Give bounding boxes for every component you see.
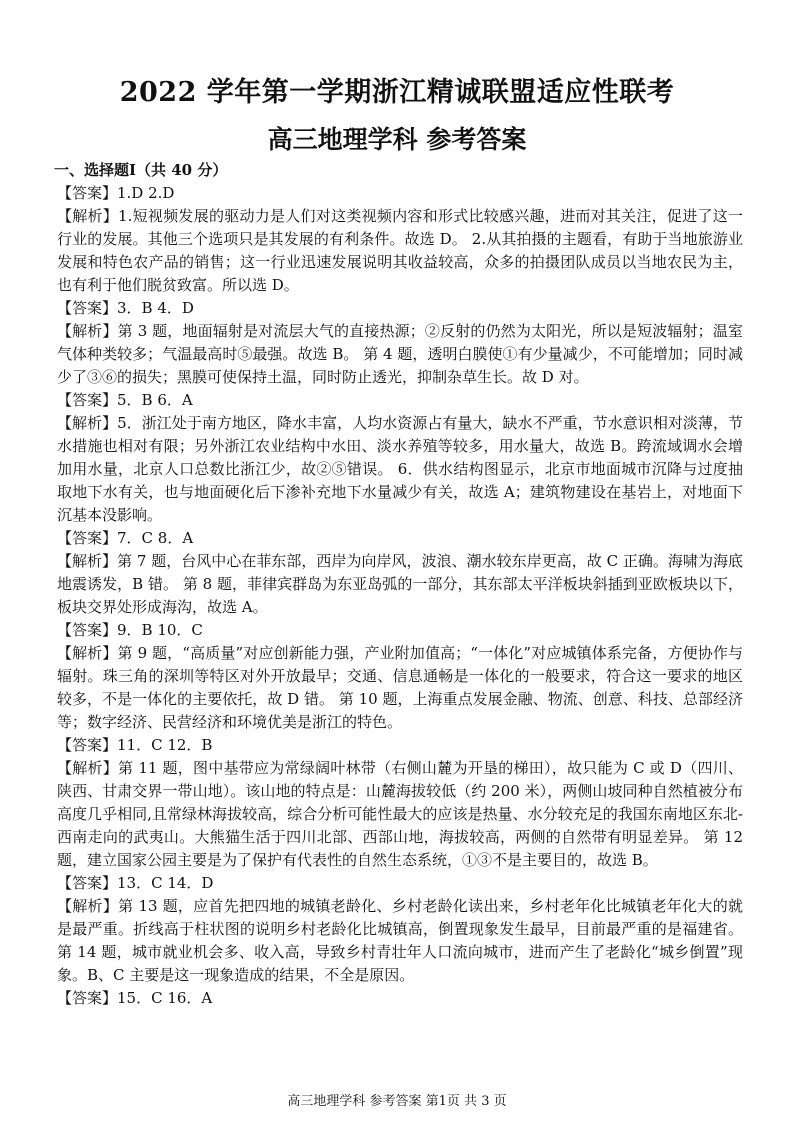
explanation: 【解析】第 13 题，应首先把四地的城镇老龄化、乡村老龄化读出来，乡村老年化比城镇老年化大的就是最严重。折线高于柱状图的说明乡村老龄化比城镇高，倒置现象发生最早，目前最严重的是福建省。第 14 题，城市就业机会多、收入高，导致乡村青壮年人口流向城市，进而产生了老龄化“城乡倒置”现象。B、C 主要是这一现象造成的结果，不全是原因。 xyxy=(57,897,743,984)
section-title: 一、选择题Ⅰ（共 40 分） xyxy=(54,161,228,179)
page-title: 2022 学年第一学期浙江精诚联盟适应性联考 xyxy=(119,77,675,108)
page-subtitle: 高三地理学科 参考答案 xyxy=(267,125,527,154)
answer-line: 【答案】13．C 14．D xyxy=(57,874,214,892)
explanation: 【解析】1.短视频发展的驱动力是人们对这类视频内容和形式比较感兴趣，进而对其关注，促进了这一行业的发展。其他三个选项只是其发展的有利条件。故选 D。 2.从其拍摄的主题看，有助于当地旅游业发展和特色农产品的销售；这一行业迅速发展说明其收益较高，众多的拍摄团队成员以当地农民为主，也有利于他们脱贫致富。所以选 D。 xyxy=(57,207,743,294)
explanation: 【解析】第 3 题，地面辐射是对流层大气的直接热源；②反射的仍然为太阳光，所以是短波辐射；温室气体种类较多；气温最高时⑤最强。故选 B。 第 4 题，透明白膜使①有少量减少，不可能增加；同时减少了③⑥的损失；黑膜可使保持土温，同时防止透光，抑制杂草生长。故 D 对。 xyxy=(57,322,743,386)
page-footer: 高三地理学科 参考答案 第1页 共 3 页 xyxy=(287,1094,507,1109)
explanation: 【解析】5．浙江处于南方地区，降水丰富，人均水资源占有量大，缺水不严重，节水意识相对淡薄，节水措施也相对有限；另外浙江农业结构中水田、淡水养殖等较多，用水量大，故选 B。跨流域调水会增加用水量，北京人口总数比浙江少，故②⑤错误。 6．供水结构图显示，北京市地面城市沉降与过度抽取地下水有关，也与地面硬化后下渗补充地下水量减少有关，故选 A；建筑物建设在基岩上，对地面下沉基本没影响。 xyxy=(57,414,743,524)
explanation: 【解析】第 9 题，“高质量”对应创新能力强，产业附加值高；“一体化”对应城镇体系完备，方便协作与辐射。珠三角的深圳等特区对外开放最早；交通、信息通畅是一体化的一般要求，符合这一要求的地区较多，不是一体化的主要依托，故 D 错。 第 10 题，上海重点发展金融、物流、创意、科技、总部经济等；数字经济、民营经济和环境优美是浙江的特色。 xyxy=(57,644,743,731)
answer-line: 【答案】5．B 6．A xyxy=(57,391,193,409)
explanation: 【解析】第 11 题，图中基带应为常绿阔叶林带（右侧山麓为开垦的梯田），故只能为 C 或 D（四川、陕西、甘肃交界一带山地）。该山地的特点是：山麓海拔较低（约 200 米），两侧山坡同种自然植被分布高度几乎相同,且常绿林海拔较高，综合分析可能性最大的应该是热量、水分较充足的我国东南地区东北-西南走向的武夷山。大熊猫生活于四川北部、西部山地，海拔较高，两侧的自然带有明显差异。 第 12 题，建立国家公园主要是为了保护有代表性的自然生态系统，①③不是主要目的，故选 B。 xyxy=(57,759,743,869)
answer-line: 【答案】11．C 12．B xyxy=(57,736,213,754)
answer-body xyxy=(54,157,743,1010)
answer-line: 【答案】1.D 2.D xyxy=(57,184,175,202)
answer-line: 【答案】7．C 8．A xyxy=(57,529,194,547)
answer-line: 【答案】3．B 4．D xyxy=(57,299,194,317)
answer-line: 【答案】9．B 10．C xyxy=(57,621,203,639)
answer-line: 【答案】15．C 16．A xyxy=(57,989,213,1007)
explanation: 【解析】第 7 题，台风中心在菲东部，西岸为向岸风，波浪、潮水较东岸更高，故 C 正确。海啸为海底地震诱发，B 错。 第 8 题，菲律宾群岛为东亚岛弧的一部分，其东部太平洋板块斜插到亚欧板块以下，板块交界处形成海沟，故选 A。 xyxy=(57,552,743,616)
